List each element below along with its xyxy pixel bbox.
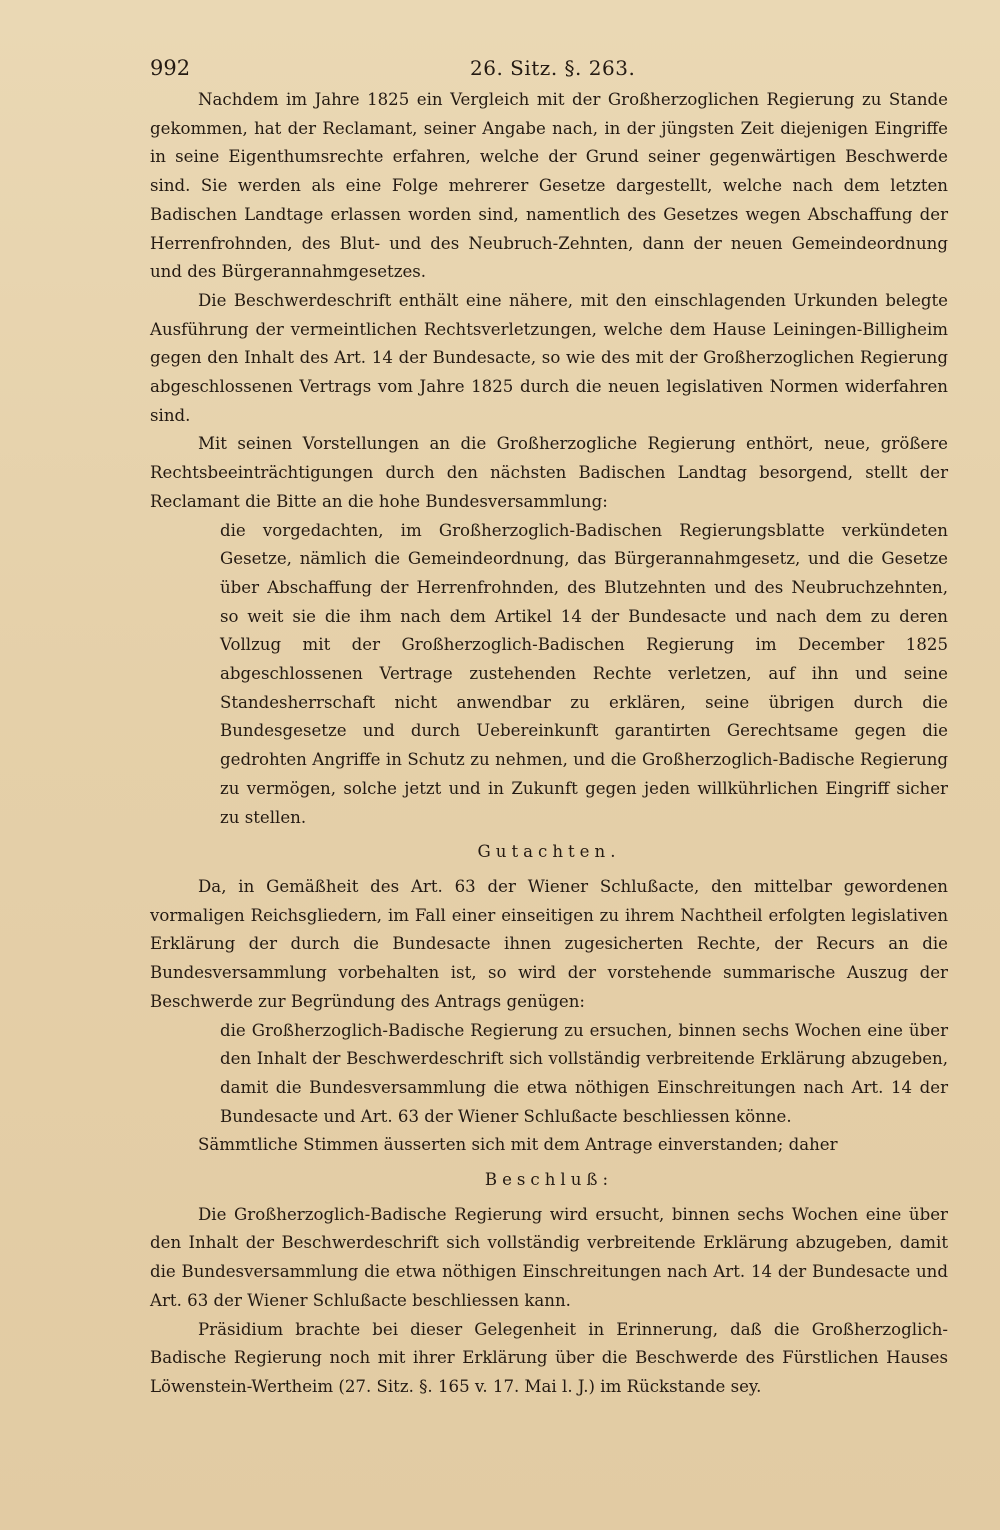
page-number: 992 xyxy=(150,56,191,80)
paragraph: Die Beschwerdeschrift enthält eine nähere, mit den einschlagenden Urkunden belegte Ausführung der vermeintlichen Rechtsverletzungen, welche dem Hause Leiningen-Billigheim gegen den Inhalt des Art. 14 der Bundesacte, so wie des mit der Großherzoglichen Regierung abgeschlossenen Vertrags vom Jahre 1825 durch die neuen legislativen Normen widerfahren sind. xyxy=(150,290,948,425)
running-title: 26. Sitz. §. 263. xyxy=(470,56,636,80)
document-body xyxy=(150,86,948,1402)
paragraph: Präsidium brachte bei dieser Gelegenheit in Erinnerung, daß die Großherzoglich-Badische Regierung noch mit ihrer Erklärung über die Beschwerde des Fürstlichen Hauses Löwenstein-Wertheim (27. Sitz. §. 165 v. 17. Mai l. J.) im Rückstande sey. xyxy=(150,1319,948,1396)
paragraph: Da, in Gemäßheit des Art. 63 der Wiener Schlußacte, den mittelbar gewordenen vormaligen Reichsgliedern, im Fall einer einseitigen zu ihrem Nachtheil erfolgten legislativen Erklärung der durch die Bundesacte ihnen zugesicherten Rechte, der Recurs an die Bundesversammlung vorbehalten ist, so wird der vorstehende summarische Auszug der Beschwerde zur Begründung des Antrags genügen: xyxy=(150,876,948,1011)
paragraph: Mit seinen Vorstellungen an die Großherzogliche Regierung enthört, neue, größere Rechtsbeeinträchtigungen durch den nächsten Badischen Landtag besorgend, stellt der Reclamant die Bitte an die hohe Bundesversammlung: xyxy=(150,434,948,511)
vote-line: Sämmtliche Stimmen äusserten sich mit dem Antrage einverstanden; daher xyxy=(198,1135,838,1155)
motion-quote: die Großherzoglich-Badische Regierung zu ersuchen, binnen sechs Wochen eine über den Inhalt der Beschwerdeschrift sich vollständig verbreitende Erklärung abzugeben, damit die Bundesversammlung die etwa nöthigen Einschreitungen nach Art. 14 der Bundesacte und Art. 63 der Wiener Schlußacte beschliessen könne. xyxy=(220,1020,948,1126)
paragraph: Nachdem im Jahre 1825 ein Vergleich mit der Großherzoglichen Regierung zu Stande gekommen, hat der Reclamant, seiner Angabe nach, in der jüngsten Zeit diejenigen Eingriffe in seine Eigenthumsrechte erfahren, welche der Grund seiner gegenwärtigen Beschwerde sind. Sie werden als eine Folge mehrerer Gesetze dargestellt, welche nach dem letzten Badischen Landtage erlassen worden sind, namentlich des Gesetzes wegen Abschaffung der Herrenfrohnden, des Blut- und des Neubruch-Zehnten, dann der neuen Gemeindeordnung und des Bürgerannahmgesetzes. xyxy=(150,90,948,282)
section-heading-gutachten: Gutachten. xyxy=(477,842,621,862)
section-heading-beschluss: Beschluß: xyxy=(484,1170,614,1190)
paragraph: Die Großherzoglich-Badische Regierung wird ersucht, binnen sechs Wochen eine über den Inhalt der Beschwerdeschrift sich vollständig verbreitende Erklärung abzugeben, damit die Bundesversammlung die etwa nöthigen Einschreitungen nach Art. 14 der Bundesacte und Art. 63 der Wiener Schlußacte beschliessen kann. xyxy=(150,1204,948,1310)
petition-quote: die vorgedachten, im Großherzoglich-Badischen Regierungsblatte verkündeten Gesetze, nämlich die Gemeindeordnung, das Bürgerannahmgesetz, und die Gesetze über Abschaffung der Herrenfrohnden, des Blutzehnten und des Neubruchzehnten, so weit sie die ihm nach dem Artikel 14 der Bundesacte und nach dem zu deren Vollzug mit der Großherzoglich-Badischen Regierung im December 1825 abgeschlossenen Vertrage zustehenden Rechte verletzen, auf ihn und seine Standesherrschaft nicht anwendbar zu erklären, seine übrigen durch die Bundesgesetze und durch Uebereinkunft garantirten Gerechtsame gegen die gedrohten Angriffe in Schutz zu nehmen, und die Großherzoglich-Badische Regierung zu vermögen, solche jetzt und in Zukunft gegen jeden willkührlichen Eingriff sicher zu stellen. xyxy=(220,520,948,827)
page-header xyxy=(150,52,948,86)
